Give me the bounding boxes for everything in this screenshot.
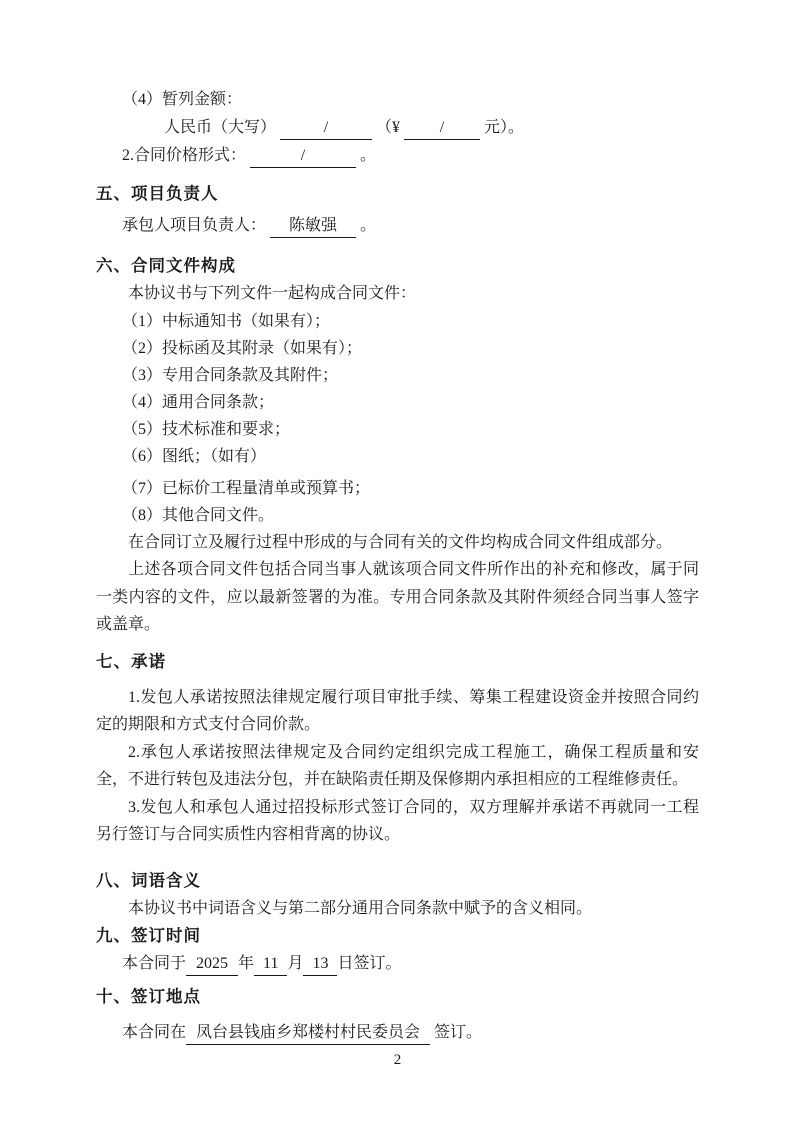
rmb-numeric-blank: / <box>404 118 480 140</box>
section-10-title: 十、签订地点 <box>96 988 201 1006</box>
section-6-intro: 本协议书与下列文件一起构成合同文件： <box>128 285 417 302</box>
rmb-amount-line <box>96 114 699 142</box>
signing-year-blank: 2025 <box>186 954 238 976</box>
price-form-blank: / <box>250 146 356 168</box>
list-item: （3）专用合同条款及其附件； <box>122 366 339 384</box>
signing-month-blank: 11 <box>254 954 287 976</box>
section-7-title: 七、承诺 <box>96 652 166 671</box>
page-content <box>96 86 699 1072</box>
list-item: （1）中标通知书（如果有）； <box>122 312 331 330</box>
rmb-mid: （¥ <box>376 119 401 136</box>
signing-place-blank: 凤台县钱庙乡郑楼村村民委员会 <box>186 1023 430 1045</box>
signing-date-prefix: 本合同于 <box>122 955 187 972</box>
day-label: 日签订。 <box>337 955 402 972</box>
section-9-title: 九、签订时间 <box>96 927 201 945</box>
list-item: （8）其他合同文件。 <box>122 506 275 524</box>
section-8-title: 八、词语含义 <box>96 871 201 890</box>
month-label: 月 <box>287 955 304 972</box>
rmb-suffix: 元）。 <box>484 119 525 136</box>
signing-place-prefix: 本合同在 <box>122 1024 187 1041</box>
rmb-prefix: 人民币（大写） <box>164 119 277 136</box>
project-manager-name: 陈敏强 <box>270 216 356 238</box>
list-item: （6）图纸；（如有） <box>122 447 267 465</box>
section-7-para3: 3.发包人和承包人通过招投标形式签订合同的，双方理解并承诺不再就同一工程另行签订与合同实质性内容相背离的协议。 <box>96 798 699 843</box>
contract-documents-list <box>96 308 699 529</box>
section-6-para1: 在合同订立及履行过程中形成的与合同有关的文件均构成合同文件组成部分。 <box>128 533 673 551</box>
signing-day-blank: 13 <box>303 954 337 976</box>
price-form-label: 2.合同价格形式： <box>122 147 247 164</box>
page-number: 2 <box>393 1052 402 1068</box>
list-item: （5）技术标准和要求； <box>122 420 291 438</box>
project-manager-suffix: 。 <box>360 217 377 234</box>
year-label: 年 <box>238 955 255 972</box>
list-item: （4）通用合同条款； <box>122 393 275 411</box>
section-8-body: 本协议书中词语含义与第二部分通用合同条款中赋予的含义相同。 <box>128 899 593 917</box>
section-7-para1: 1.发包人承诺按照法律规定履行项目审批手续、筹集工程建设资金并按照合同约定的期限和方式支付合同价款。 <box>96 688 699 733</box>
price-form-suffix: 。 <box>360 147 377 164</box>
list-item: （2）投标函及其附录（如果有）； <box>122 339 363 357</box>
section-6-para2: 上述各项合同文件包括合同当事人就该项合同文件所作出的补充和修改，属于同一类内容的文件，应以最新签署的为准。专用合同条款及其附件须经合同当事人签字或盖章。 <box>96 561 699 633</box>
rmb-amount-blank: / <box>280 118 372 140</box>
section-6-title: 六、合同文件构成 <box>96 257 236 275</box>
provisional-sum-label <box>96 86 699 114</box>
price-form-line <box>96 142 699 170</box>
section-5-title: 五、项目负责人 <box>96 185 219 203</box>
signing-place-suffix: 签订。 <box>434 1024 483 1041</box>
provisional-sum-text: （4）暂列金额： <box>122 91 243 108</box>
project-manager-line <box>96 212 699 240</box>
section-7-para2: 2.承包人承诺按照法律规定及合同约定组织完成工程施工，确保工程质量和安全，不进行转包及违法分包，并在缺陷责任期及保修期内承担相应的工程维修责任。 <box>96 743 699 788</box>
project-manager-label: 承包人项目负责人： <box>122 217 267 234</box>
list-item: （7）已标价工程量清单或预算书； <box>122 479 371 497</box>
signing-date-line <box>96 950 699 978</box>
signing-place-line <box>96 1019 699 1047</box>
